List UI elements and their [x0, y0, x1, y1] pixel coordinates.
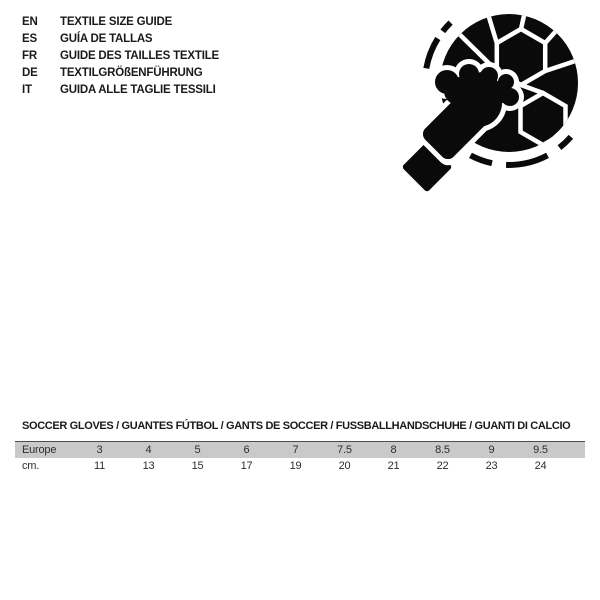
size-table-row-label: cm. [22, 460, 40, 472]
size-table-cell: 15 [191, 460, 204, 472]
language-row [22, 13, 219, 30]
size-table-cell: 6 [243, 444, 250, 456]
size-table-cell: 13 [142, 460, 155, 472]
size-table-cell: 20 [338, 460, 351, 472]
size-table-cell: 4 [145, 444, 152, 456]
size-table-cell: 7.5 [337, 444, 352, 456]
size-table-cell: 19 [289, 460, 302, 472]
size-table-spacer-cell [565, 442, 585, 459]
size-table-spacer-cell [565, 458, 585, 474]
size-table-cell: 9 [488, 444, 495, 456]
size-table-body [15, 442, 585, 475]
glove-ball-svg [403, 3, 581, 193]
language-row [22, 64, 219, 81]
size-table-cell: 23 [485, 460, 498, 472]
size-table [15, 441, 585, 474]
arc-upper-dash [443, 23, 451, 32]
language-label: GUIDA ALLE TAGLIE TESSILI [60, 83, 216, 96]
size-table-cell: 21 [387, 460, 400, 472]
language-row [22, 81, 219, 98]
size-table-cell: 7 [292, 444, 299, 456]
language-label: TEXTILGRÖßENFÜHRUNG [60, 66, 203, 79]
size-table-cell: 17 [240, 460, 253, 472]
language-row [22, 47, 219, 64]
arc-bottom-dash2 [506, 155, 547, 165]
size-table-row [15, 442, 585, 459]
arc-bottom-dash1 [471, 155, 493, 163]
language-code: EN [22, 15, 38, 28]
size-table-cell: 22 [436, 460, 449, 472]
size-table-cell: 3 [96, 444, 103, 456]
arc-upper-long [426, 39, 438, 69]
size-table-cell: 9.5 [533, 444, 548, 456]
size-table-cell: 5 [194, 444, 201, 456]
size-table-cell: 11 [93, 460, 106, 472]
language-code: IT [22, 83, 32, 96]
language-row [22, 30, 219, 47]
language-label: TEXTILE SIZE GUIDE [60, 15, 173, 28]
language-code: FR [22, 49, 37, 62]
goalkeeper-glove-soccer-ball-icon [403, 3, 581, 193]
language-code: DE [22, 66, 38, 79]
arc-bottom-dash3 [560, 137, 571, 148]
size-guide-heading: SOCCER GLOVES / GUANTES FÚTBOL / GANTS DE SOCCER / FUSSBALLHANDSCHUHE / GUANTI DI CALCIO [22, 420, 571, 432]
size-table-cell: 24 [534, 460, 547, 472]
language-guide-list [22, 13, 219, 98]
size-table-cell: 8 [390, 444, 397, 456]
size-table-row [15, 458, 585, 474]
language-code: ES [22, 32, 37, 45]
size-table-cell: 8.5 [435, 444, 450, 456]
language-label: GUÍA DE TALLAS [60, 32, 153, 45]
language-label: GUIDE DES TAILLES TEXTILE [60, 49, 219, 62]
size-table-row-label: Europe [22, 444, 57, 456]
